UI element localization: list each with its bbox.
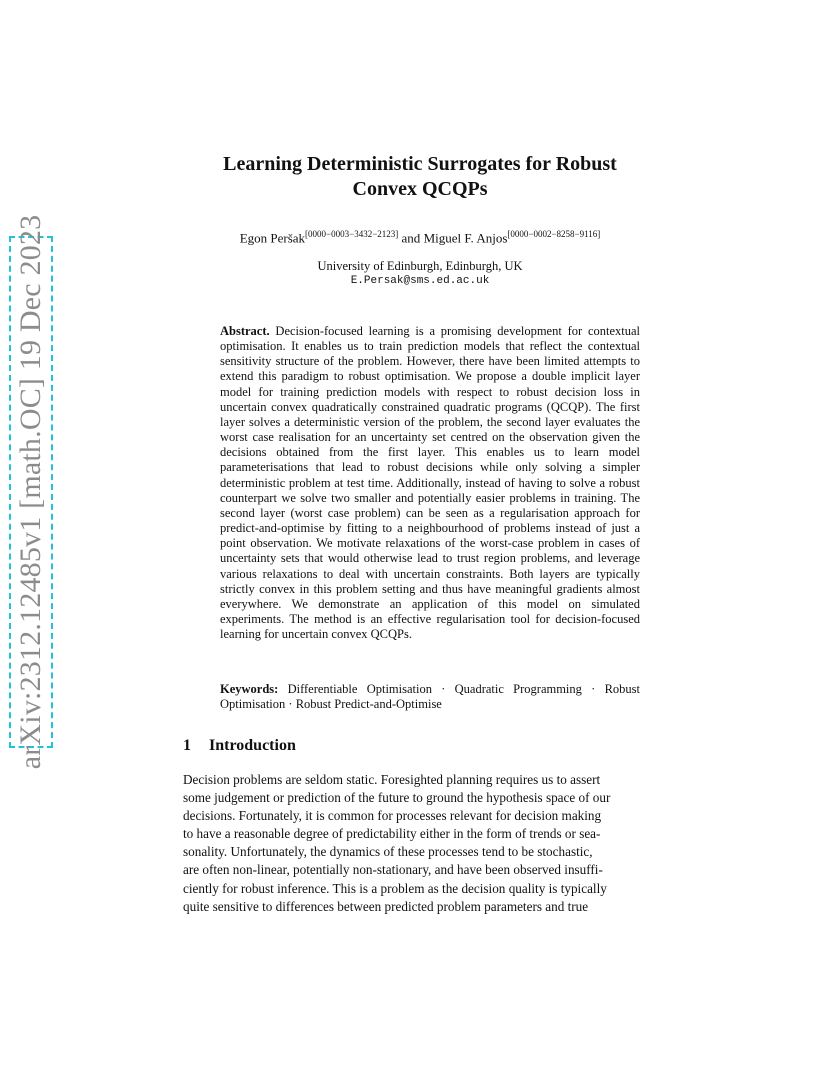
author-1-name: Egon Peršak: [239, 230, 306, 246]
author-list: [150, 229, 690, 246]
email-address: E.Persak@sms.ed.ac.uk: [350, 275, 490, 287]
intro-line: decisions. Fortunately, it is common for processes relevant for decision making: [183, 808, 602, 824]
intro-paragraph: [183, 771, 652, 916]
abstract-text: Decision-focused learning is a promising development for contextual optimisation. It enables us to train prediction models that reflect the contextual sensitivity structure of the problem. However, there have been limited attempts to extend this paradigm to robust optimisation. We propose a double implicit layer model for training prediction models with respect to robust decision loss in uncertain convex quadratically constrained quadratic programs (QCQP). The first layer solves a deterministic version of the problem, the second layer evaluates the worst case realisation for an uncertainty set centred on the observation given the decisions obtained from the first layer. This enables us to learn model parameterisations that lead to robust decisions while only solving a simpler deterministic problem at test time. Additionally, instead of having to solve a robust counterpart we solve two smaller and potentially easier problems in training. The second layer (worst case problem) can be seen as a regularisation approach for predict-and-optimise by fitting to a neighbourhood of problems instead of just a point observation. We motivate relaxations of the worst-case problem in cases of uncertainty sets that would otherwise lead to trust region problems, and leverage various relaxations to deal with uncertain constraints. Both layers are typically strictly convex in this problem setting and thus have meaningful gradients almost everywhere. We demonstrate an application of this model on simulated experiments. The method is an effective regularisation tool for decision-focused learning for uncertain convex QCQPs.: [220, 324, 641, 642]
arxiv-id: arXiv:2312.12485v1 [math.OC] 19 Dec 2023: [14, 214, 47, 770]
keywords: [220, 682, 640, 712]
arxiv-stamp: [9, 214, 53, 770]
intro-line: to have a reasonable degree of predictability either in the form of trends or sea-: [183, 826, 601, 842]
keywords-text: Differentiable Optimisation · Quadratic Programming · Robust Optimisation · Robust Predict-and-Optimise: [220, 682, 640, 712]
intro-line: sonality. Unfortunately, the dynamics of these processes tend to be stochastic,: [183, 844, 593, 860]
title-line-1: Learning Deterministic Surrogates for Robust: [223, 153, 617, 175]
paper-title: [180, 152, 660, 202]
intro-line: are often non-linear, potentially non-stationary, and have been observed insuffi-: [183, 862, 603, 878]
section-title: Introduction: [209, 737, 296, 754]
abstract: [220, 324, 640, 642]
abstract-label: Abstract.: [220, 324, 270, 338]
section-heading: [183, 737, 296, 755]
intro-line: ciently for robust inference. This is a problem as the decision quality is typically: [183, 880, 607, 896]
intro-line: quite sensitive to differences between predicted problem parameters and true: [183, 898, 589, 914]
intro-line: Decision problems are seldom static. Foresighted planning requires us to assert: [183, 772, 601, 787]
intro-line: some judgement or prediction of the future to ground the hypothesis space of our: [183, 790, 611, 806]
affiliation: University of Edinburgh, Edinburgh, UK: [317, 259, 523, 273]
title-line-2: Convex QCQPs: [352, 178, 488, 200]
author-2-orcid: [0000−0002−8258−9116]: [507, 229, 601, 239]
author-1-orcid: [0000−0003−3432−2123]: [305, 229, 399, 239]
keywords-label: Keywords:: [220, 682, 279, 696]
author-2-name: Miguel F. Anjos: [423, 230, 508, 246]
author-conjunction: and: [401, 230, 421, 246]
section-number: 1: [183, 737, 191, 754]
